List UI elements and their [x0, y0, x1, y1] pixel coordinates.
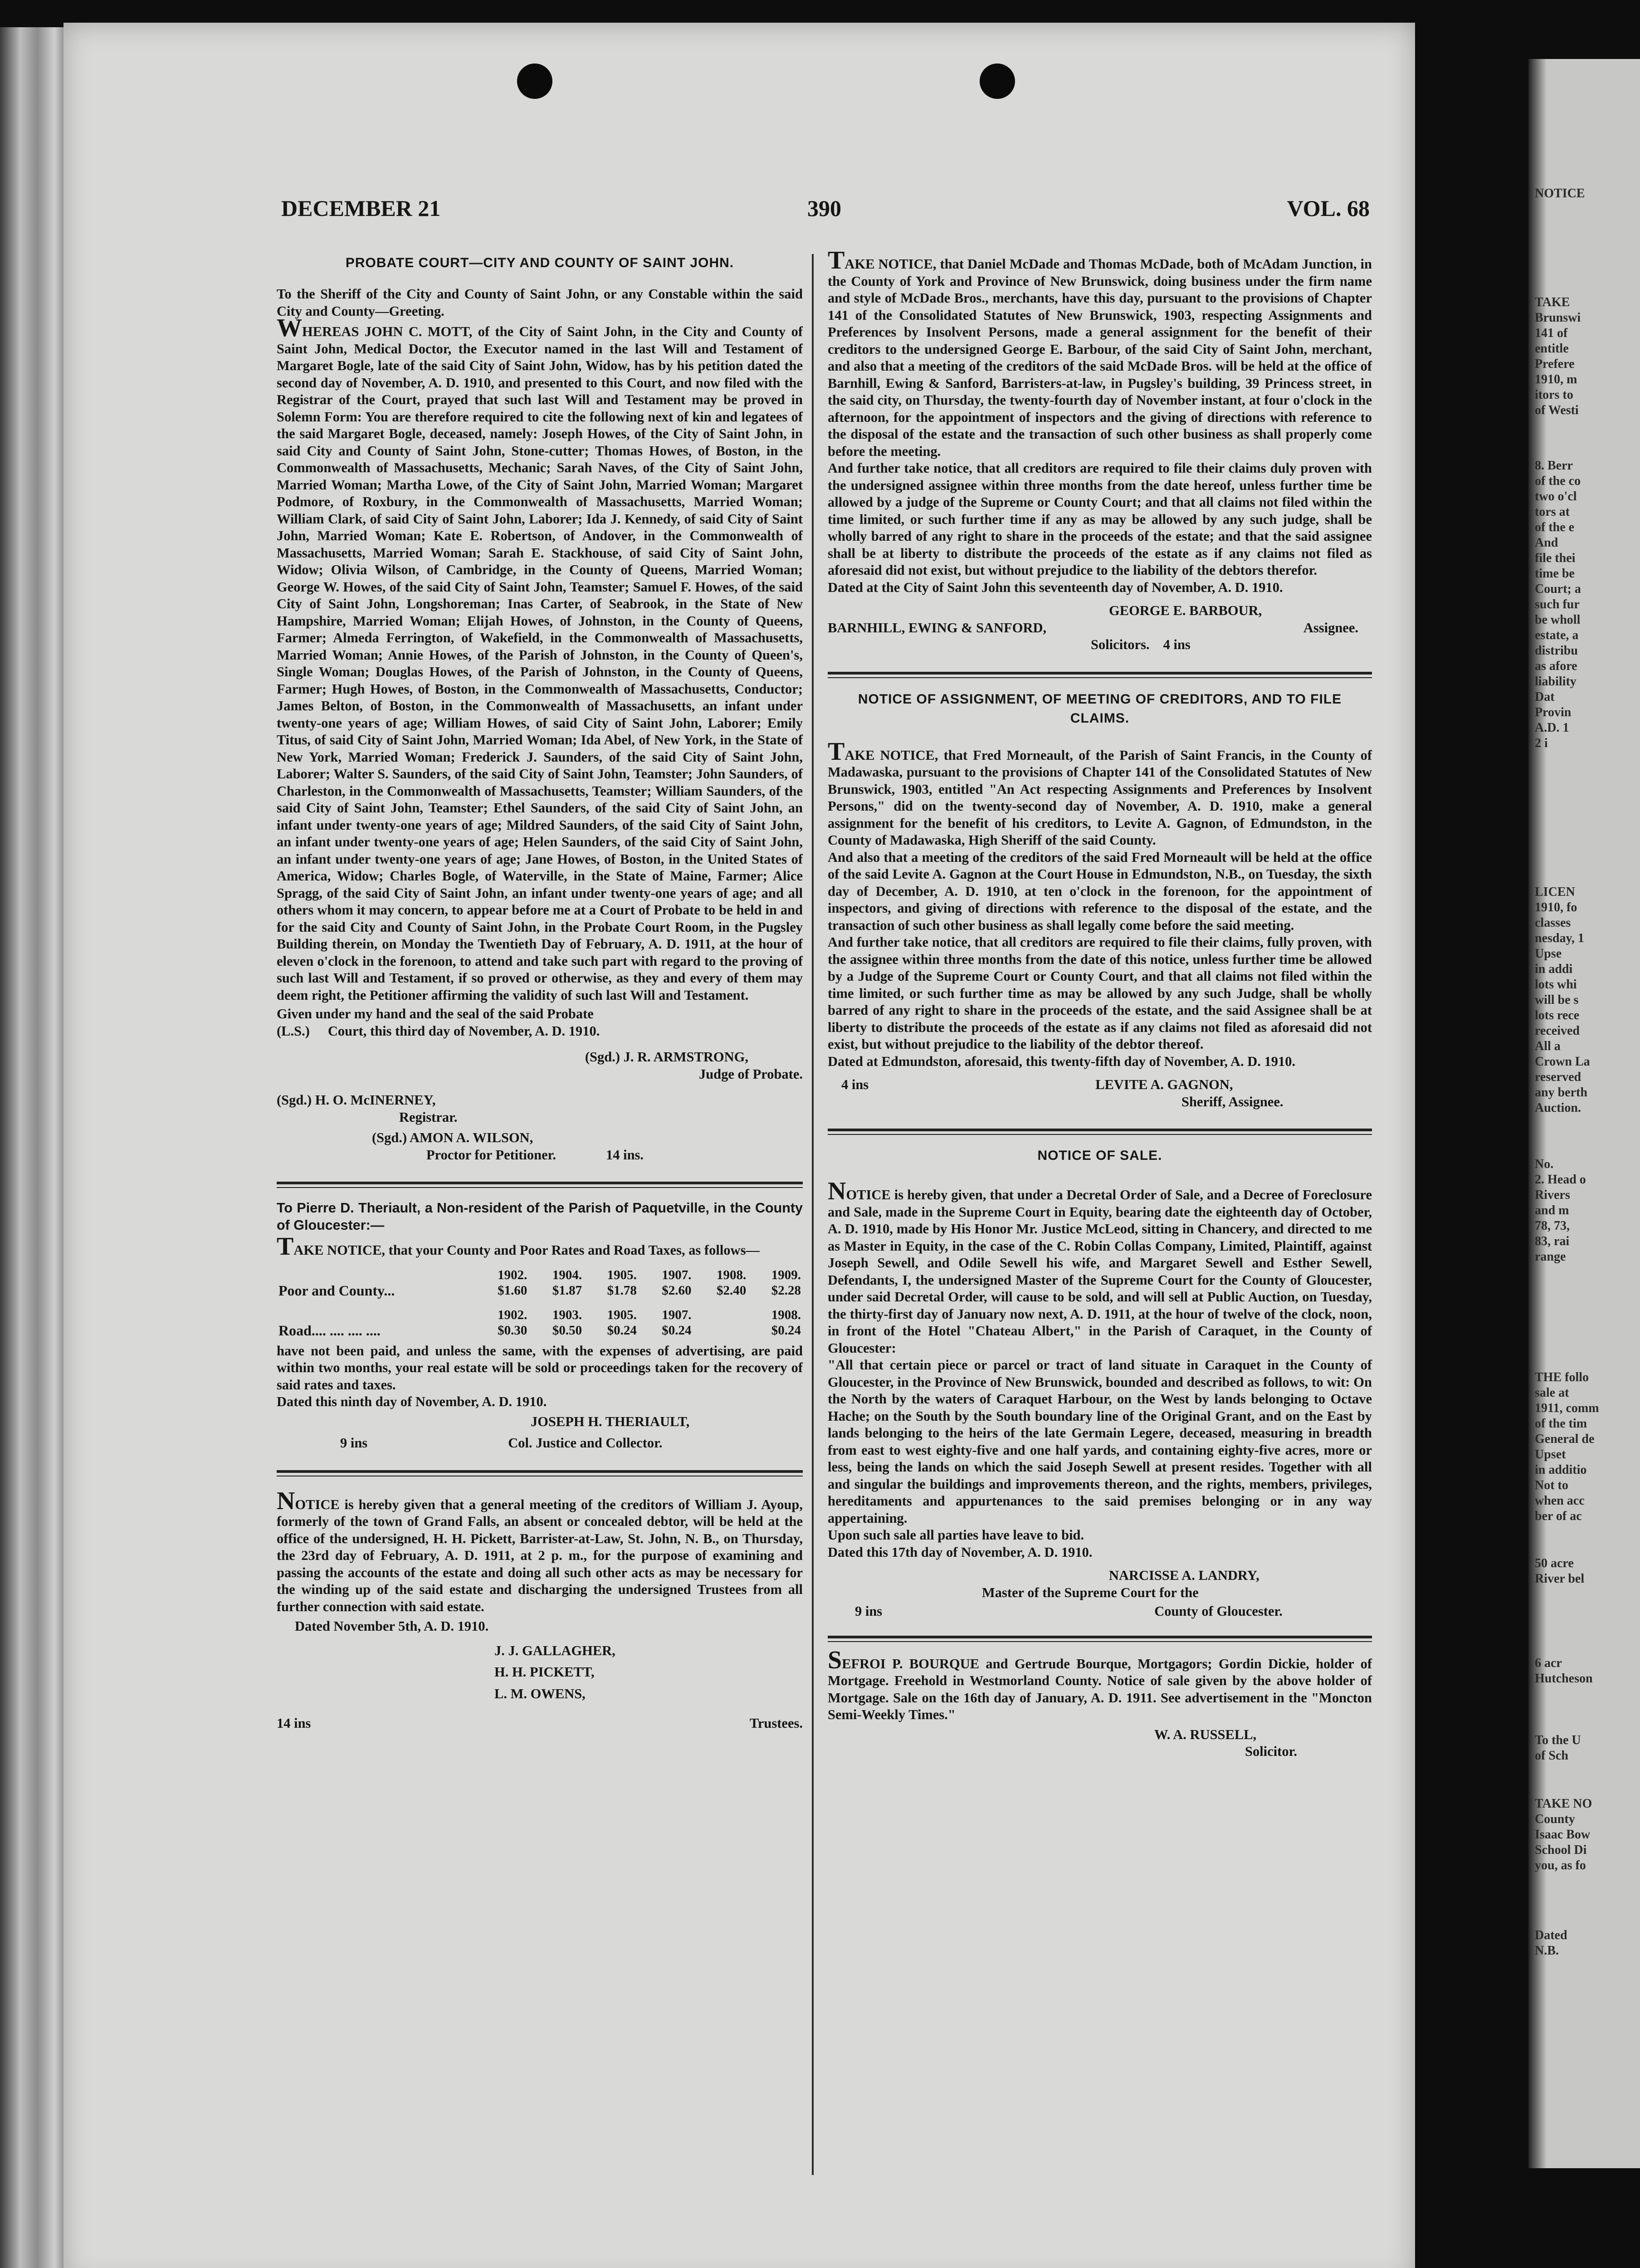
row-label: Poor and County...: [278, 1282, 395, 1299]
morneault-dated: Dated at Edmundston, aforesaid, this twenty-fifth day of November, A. D. 1910.: [828, 1053, 1296, 1069]
year-cell: 1903.: [552, 1307, 582, 1322]
year-cell: 1902.: [498, 1267, 527, 1282]
amount-cell: $1.87: [552, 1283, 582, 1298]
year-cell: 1909.: [771, 1267, 801, 1282]
adjacent-text: NOTICE: [1535, 186, 1585, 200]
year-cell: 1905.: [607, 1267, 637, 1282]
mcdade-body: AKE NOTICE, that Daniel McDade and Thomas McDade, both of McAdam Junction, in the County of York and Province of New Brunswick, doing business under the firm name and style of McDade Bros., merchants, have this day, pursuant to the provisions of Chapter 141 of the Consolidated Statutes of New Brunswick, 1903, respecting Assignments and Preferences by Insolvent Persons, made a general assignment for the benefit of their creditors to the undersigned George E. Barbour, of the said City of Saint John, merchant, and also that a meeting of the creditors of the said McDade Bros. will be held at the office of Barnhill, Ewing & Sanford, Barristers-at-law, in Pugsley's building, 39 Princess street, in the said city, on Thursday, the twenty-fourth day of November instant, at four o'clock in the afternoon, for the appointment of inspectors and the giving of directions with reference to the disposal of the estate and the transaction of such other business as shall properly come before the meeting.: [828, 256, 1372, 459]
sale-body-3: Upon such sale all parties have leave to bid.: [828, 1527, 1084, 1543]
amount-cell: $0.24: [607, 1323, 637, 1338]
rates-table: [277, 1267, 803, 1338]
probate-heading: PROBATE COURT—CITY AND COUNTY OF SAINT JOHN.: [345, 255, 734, 270]
adjacent-text: Dated N.B.: [1535, 1928, 1567, 1958]
amount-cell: $0.30: [498, 1323, 527, 1338]
table-row: [277, 1283, 803, 1298]
master-name: NARCISSE A. LANDRY,: [1109, 1568, 1259, 1583]
ayoup-body: OTICE is hereby given that a general meeting of the creditors of William J. Ayoup, formerly of the town of Grand Falls, an absent or concealed debtor, will be held at the office of the undersigned, H. H. Pickett, Barrister-at-Law, St. John, N. B., on Thursday, the 23rd day of February, A. D. 1911, at 2 p. m., for the purpose of examining and passing the accounts of the estate and doing all such other acts as may be necessary for the winding up of the said estate and discharging the undersigned Trustees from all further connection with said estate.: [277, 1496, 803, 1614]
assignee-title: Assignee.: [1303, 620, 1358, 635]
proctor-name: (Sgd.) AMON A. WILSON,: [372, 1130, 533, 1145]
amount-cell: $0.50: [552, 1323, 582, 1338]
morneault-notice: [828, 737, 1372, 1111]
dropcap-w: W: [277, 314, 302, 342]
trustee-name: J. J. GALLAGHER,: [494, 1642, 615, 1658]
page-header: [281, 195, 1370, 227]
amount-cell: $1.60: [498, 1283, 527, 1298]
adjacent-text: TAKE Brunswi 141 of entitle Prefere 1910, m itors to of Westi: [1535, 295, 1581, 417]
section-rule: [828, 1129, 1372, 1135]
insertion-count: 4 ins: [1163, 637, 1191, 652]
assignment-heading: NOTICE OF ASSIGNMENT, OF MEETING OF CREDITORS, AND TO FILE CLAIMS.: [858, 691, 1342, 726]
sheriff-title: Sheriff, Assignee.: [1181, 1094, 1284, 1110]
insertion-count: 4 ins: [841, 1077, 869, 1092]
dropcap-n: N: [828, 1177, 846, 1205]
proctor-title: Proctor for Petitioner.: [426, 1147, 556, 1163]
adjacent-text: 50 acre River bel: [1535, 1556, 1585, 1586]
probate-body: HEREAS JOHN C. MOTT, of the City of Saint John, in the City and County of Saint John, Medical Doctor, the Executor named in the last Will and Testament of Margaret Bogle, late of the said City of Saint John, Widow, has by his petition dated the second day of November, A. D. 1910, and presented to this Court, and now filed with the Registrar of the Court, prayed that such last Will and Testament may be proved in Solemn Form: You are therefore required to cite the following next of kin and legatees of the said Margaret Bogle, deceased, namely: Joseph Howes, of the City of Saint John, in said City and County of Saint John, Stone-cutter; Thomas Howes, of Boston, in the Commonwealth of Massachusetts, Mechanic; Sarah Naves, of the City of Saint John, Married Woman; Martha Lowe, of the City of Saint John, Married Woman; Margaret Podmore, of Roxbury, in the Commonwealth of Massachusetts, Married Woman; William Clark, of said City of Saint John, Laborer; Ida J. Kennedy, of said City of Saint John, Married Woman; Kate E. Robertson, of Andover, in the Commonwealth of Massachusetts, Married Woman; Sarah E. Stackhouse, of said City of Saint John, Widow; Olivia Wilson, of Cambridge, in the County of Queens, Married Woman; George W. Howes, of the said City of Saint John, Teamster; Samuel F. Howes, of the said City of Saint John, Longshoreman; Inas Carter, of Seabrook, in the State of New Hampshire, Married Woman; Elijah Howes, of Johnston, in the County of Queens, Farmer; Almeda Ferrington, of Wakefield, in the Commonwealth of Massachusetts, Married Woman; Annie Howes, of the Parish of Johnston, in the County of Queen's, Single Woman; Douglas Howes, of the Parish of Johnston, in the County of Queens, Farmer; Hugh Howes, of Boston, in the Commonwealth of Massachusetts, Conductor; James Belton, of Boston, in the Commonwealth of Massachusetts, an infant under twenty-one years of age; William Howes, of said City of Saint John, Laborer; Emily Titus, of said City of Saint John, Married Woman; Ida Abel, of New York, in the State of New York, Married Woman; Frederick J. Saunders, of the said City of Saint John, Laborer; Walter S. Saunders, of the said City of Saint John, Teamster; John Saunders, of Charleston, in the Commonwealth of Massachusetts, Teamster; William Saunders, of the said City of Saint John, Teamster; Ethel Saunders, of the said City of Saint John, an infant under twenty-one years of age; Mildred Saunders, of the said City of Saint John, an infant under twenty-one years of age; Helen Saunders, of the said City of Saint John, an infant under twenty-one years of age; Jane Howes, of Boston, in the United States of America, Widow; Charles Bogle, of Waterville, in the State of Maine, Farmer; Alice Spragg, of the said City of Saint John, an infant under twenty-one years of age; and all others whom it may concern, to appear before me at a Court of Probate to be held in and for the said City and County of Saint John, in the Probate Court Room, in the Pugsley Building therein, on Monday the Twentieth Day of February, A. D. 1911, at the hour of eleven o'clock in the forenoon, to attend and take such part with regard to the proving of such last Will and Testament, if so proved or otherwise, as they and every of them may deem right, the Petitioner affirming the validity of such last Will and Testament.: [277, 324, 803, 1003]
year-cell: 1908.: [717, 1267, 747, 1282]
mcdade-body-2: And further take notice, that all creditors are required to file their claims duly proven with the undersigned assignee within three months from the date hereof, unless further time be allowed by a judge of the Supreme or County Court; and that all claims not filed within the time limited, or such further time if any as may be allowed by any such judge, shall be wholly barred of any right to share in the proceeds of the estate; and that the said assignee shall be at liberty to distribute the proceeds of the estate as if any claims not filed as aforesaid did not exist, but without prejudice to the liability of the debtors therefor.: [828, 460, 1372, 578]
right-column: [828, 246, 1372, 1760]
amount-cell: $2.28: [771, 1283, 801, 1298]
insertion-count: 14 ins.: [605, 1147, 644, 1163]
probate-address: To the Sheriff of the City and County of Saint John, or any Constable within the said City and County—Greeting.: [277, 286, 803, 319]
rates-dated: Dated this ninth day of November, A. D. 1910.: [277, 1394, 547, 1409]
registrar-title: Registrar.: [399, 1109, 458, 1125]
probate-notice: [277, 286, 803, 1163]
trustee-name: L. M. OWENS,: [494, 1686, 586, 1701]
dropcap-t: T: [828, 737, 845, 766]
probate-seal-line2: Court, this third day of November, A. D. 1910.: [327, 1023, 600, 1039]
master-title: Master of the Supreme Court for the: [982, 1584, 1199, 1600]
row-label: Road.... .... .... ....: [278, 1322, 381, 1339]
adjacent-text: 6 acr Hutcheson: [1535, 1656, 1593, 1686]
sheriff-name: LEVITE A. GAGNON,: [1095, 1077, 1233, 1092]
master-county: County of Gloucester.: [1154, 1603, 1283, 1619]
probate-seal-line1: Given under my hand and the seal of the said Probate: [277, 1006, 594, 1022]
seal-ls: (L.S.): [277, 1023, 310, 1039]
judge-name: (Sgd.) J. R. ARMSTRONG,: [585, 1049, 748, 1065]
header-date: DECEMBER 21: [281, 196, 441, 221]
dropcap-t: T: [277, 1232, 294, 1261]
solicitors-name: BARNHILL, EWING & SANFORD,: [828, 620, 1047, 635]
section-rule: [277, 1182, 803, 1188]
morneault-body-3: And further take notice, that all creditors are required to file their claims, fully proven, with the assignee within three months from the date of this notice, unless further time be allowed by a Judge of the Supreme Court or County Court, and that all claims not filed within the time limited, or such further time as may be allowed by any such Judge, shall be wholly barred of any right to share in the proceeds of the estate, and the said Assignee shall be at liberty to distribute the proceeds of the estate as if any claims not filed as aforesaid did not exist, but without prejudice to the liability of the debtor thereof.: [828, 934, 1372, 1052]
amount-cell: $1.78: [607, 1283, 637, 1298]
bourque-notice: [828, 1646, 1372, 1760]
assignee-name: GEORGE E. BARBOUR,: [1109, 603, 1262, 618]
year-cell: 1907.: [662, 1307, 692, 1322]
solicitor-title: Solicitor.: [1245, 1744, 1297, 1759]
adjacent-page-fragment: [1528, 59, 1640, 2168]
rates-notice: [277, 1200, 803, 1452]
section-rule: [828, 672, 1372, 678]
adjacent-text: THE follo sale at 1911, comm of the tim General de Upset in additio Not to when acc ber of ac: [1535, 1370, 1599, 1523]
collector-name: JOSEPH H. THERIAULT,: [531, 1413, 690, 1429]
adjacent-text: TAKE NO County Isaac Bow School Di you, as fo: [1535, 1797, 1592, 1872]
mcdade-notice: [828, 246, 1372, 654]
bourque-body: EFROI P. BOURQUE and Gertrude Bourque, Mortgagors; Gordin Dickie, holder of Mortgage. Freehold in Westmorland County. Notice of sale given by the above holder of Mortgage. Sale on the 16th day of January, A. D. 1911. See advertisement in the "Moncton Semi-Weekly Times.": [828, 1656, 1372, 1722]
ayoup-dated: Dated November 5th, A. D. 1910.: [295, 1618, 489, 1634]
adjacent-text: No. 2. Head o Rivers and m 78, 73, 83, rai range: [1535, 1157, 1586, 1264]
insertion-count: 14 ins: [277, 1716, 311, 1731]
judge-title: Judge of Probate.: [698, 1066, 803, 1082]
binding-hole-icon: [980, 64, 1015, 99]
column-divider: [812, 254, 814, 2175]
rates-body: have not been paid, and unless the same, with the expenses of advertising, are paid within two months, your real estate will be sold or proceedings taken for the recovery of said rates and taxes.: [277, 1343, 803, 1393]
dropcap-t: T: [828, 246, 845, 274]
amount-cell: $0.24: [771, 1323, 801, 1338]
ayoup-notice: [277, 1486, 803, 1732]
trustees-title: Trustees.: [749, 1716, 803, 1731]
morneault-body-2: And also that a meeting of the creditors of the said Fred Morneault will be held at the office of the said Levite A. Gagnon at the Court House in Edmundston, N.B., on Tuesday, the sixth day of December, A. D. 1910, at ten o'clock in the forenoon, for the appointment of inspectors, and giving of directions with reference to the disposal of the estate, and the transaction of such other business as shall legally come before the said meeting.: [828, 849, 1372, 933]
rates-addressee: To Pierre D. Theriault, a Non-resident of the Parish of Paquetville, in the County of Gloucester:—: [277, 1200, 803, 1233]
solicitor-name: W. A. RUSSELL,: [1154, 1726, 1257, 1742]
volume-label: VOL. 68: [1287, 196, 1370, 221]
binding-hole-icon: [517, 64, 552, 99]
amount-cell: $2.40: [717, 1283, 747, 1298]
sale-heading: NOTICE OF SALE.: [1037, 1148, 1162, 1163]
collector-title: Col. Justice and Collector.: [508, 1435, 663, 1451]
sale-notice: [828, 1177, 1372, 1620]
year-cell: 1905.: [607, 1307, 637, 1322]
dropcap-s: S: [828, 1646, 842, 1674]
sale-body: OTICE is hereby given, that under a Decretal Order of Sale, and a Decree of Foreclosure and Sale, made in the Supreme Court in Equity, bearing date the eighteenth day of October, A. D. 1910, made by His Honor Mr. Justice McLeod, sitting in Chancery, and directed to me as Master in Equity, in the case of the C. Robin Collas Company, Limited, Plaintiff, against Joseph Sewell, and Odile Sewell his wife, and Margaret Sewell and Esther Sewell, Defendants, I, the undersigned Master of the Supreme Court for the County of Gloucester, under said Decretal Order, will cause to be sold, and will sell at Public Auction, on Tuesday, the thirty-first day of January now next, A. D. 1911, at the hour of twelve of the clock, noon, in front of the Hotel "Chateau Albert," in the Parish of Caraquet, in the County of Gloucester:: [828, 1187, 1372, 1356]
adjacent-text: 8. Berr of the co two o'cl tors at of the e And file thei time be Court; a such fur be wholl estate, a distribu as afore liability Dat Provin A.D. 1 2 i: [1535, 459, 1581, 750]
sale-body-2: "All that certain piece or parcel or tract of land situate in Caraquet in the County of Gloucester, in the Province of New Brunswick, bounded and described as follows, to wit: On the North by the waters of Caraquet Harbour, on the West by lands belonging to Octave Hache; on the South by the South boundary line of the Original Grant, and on the East by lands belonging to the heirs of the late Germain Legere, deceased, measuring in breadth from east to west eighty-five and one half yards, and containing eighty-five acres, more or less, being the lands on which the said Joseph Sewell at present resides. Together with all and singular the buildings and improvements thereon, and the rights, members, privileges, hereditaments and appurtenances to the said premises belonging or in any way appertaining.: [828, 1357, 1372, 1526]
trustee-name: H. H. PICKETT,: [494, 1664, 595, 1680]
section-rule: [828, 1636, 1372, 1642]
adjacent-text: LICEN 1910, fo classes nesday, 1 Upse in addi lots whi will be s lots rece received All a Crown La reserved any berth Auction.: [1535, 885, 1590, 1115]
insertion-count: 9 ins: [855, 1603, 883, 1619]
rates-take-notice: AKE NOTICE, that your County and Poor Rates and Road Taxes, as follows—: [293, 1242, 760, 1258]
registrar-name: (Sgd.) H. O. McINERNEY,: [277, 1092, 436, 1108]
section-rule: [277, 1470, 803, 1476]
amount-cell: $0.24: [662, 1323, 692, 1338]
year-cell: 1904.: [552, 1267, 582, 1282]
dropcap-n: N: [277, 1486, 295, 1515]
mcdade-dated: Dated at the City of Saint John this seventeenth day of November, A. D. 1910.: [828, 579, 1283, 595]
adjacent-text: To the U of Sch: [1535, 1733, 1581, 1763]
amount-cell: $2.60: [662, 1283, 692, 1298]
insertion-count: 9 ins: [340, 1435, 368, 1451]
left-column: [277, 254, 803, 1732]
year-cell: 1902.: [498, 1307, 527, 1322]
book-page-edges: [0, 27, 68, 2268]
year-cell: 1907.: [662, 1267, 692, 1282]
page-number: 390: [807, 196, 841, 221]
table-row: [277, 1267, 803, 1283]
table-row: [277, 1307, 803, 1323]
sale-dated: Dated this 17th day of November, A. D. 1910.: [828, 1544, 1093, 1560]
solicitors-title: Solicitors.: [1091, 637, 1150, 652]
table-row: [277, 1323, 803, 1338]
year-cell: 1908.: [771, 1307, 801, 1322]
morneault-body: AKE NOTICE, that Fred Morneault, of the Parish of Saint Francis, in the County of Madawaska, pursuant to the provisions of Chapter 141 of the Consolidated Statutes of New Brunswick, 1903, entitled "An Act respecting Assignments and Preferences by Insolvent Persons," did on the twenty-second day of November, A. D. 1910, make a general assignment for the benefit of his creditors, to Levite A. Gagnon, of Edmundston, in the County of Madawaska, High Sheriff of the said County.: [828, 747, 1372, 848]
